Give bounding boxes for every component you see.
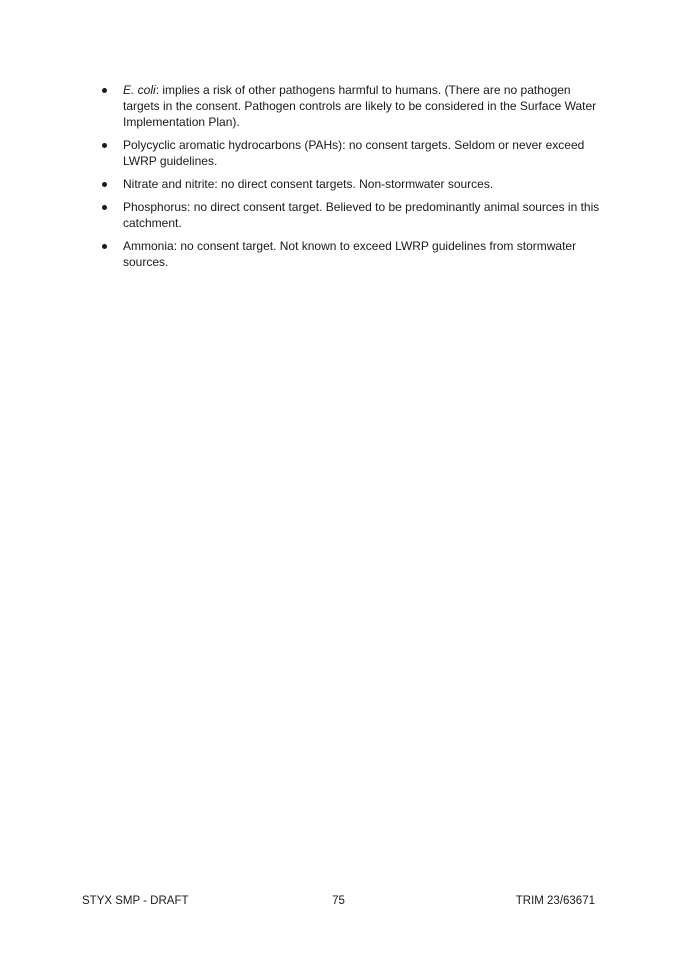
- bullet-term: Ammonia: [123, 239, 174, 253]
- bullet-text: : no consent target. Not known to exceed LWRP guidelines from stormwater sources.: [123, 239, 577, 269]
- bullet-text: : no direct consent target. Believed to be predominantly animal sources in this catchment.: [123, 200, 600, 230]
- list-item-e-coli: [100, 82, 600, 130]
- bullet-text: : no direct consent targets. Non-stormwater sources.: [214, 177, 494, 191]
- footer-page-number: 75: [332, 895, 345, 907]
- bullet-icon: [102, 88, 107, 93]
- bullet-text: : no consent targets. Seldom or never exceed LWRP guidelines.: [123, 138, 585, 168]
- bullet-icon: [102, 143, 107, 148]
- bullet-term: Polycyclic aromatic hydrocarbons (PAHs): [123, 138, 343, 152]
- bullet-term: E. coli: [123, 83, 156, 97]
- page-footer: [82, 893, 595, 909]
- bullet-list: [100, 82, 600, 277]
- bullet-icon: [102, 182, 107, 187]
- list-item-phosphorus: [100, 199, 600, 231]
- footer-trim-reference: TRIM 23/63671: [515, 895, 595, 907]
- list-item-ammonia: [100, 238, 600, 270]
- list-item-nitrate: [100, 176, 600, 192]
- footer-document-title: STYX SMP - DRAFT: [82, 895, 189, 907]
- bullet-text: : implies a risk of other pathogens harmful to humans. (There are no pathogen targets in the consent. Pathogen controls are likely to be considered in the Surface Water Implementation Plan).: [123, 83, 597, 129]
- bullet-icon: [102, 244, 107, 249]
- list-item-pahs: [100, 137, 600, 169]
- bullet-icon: [102, 205, 107, 210]
- bullet-term: Phosphorus: [123, 200, 188, 214]
- bullet-term: Nitrate and nitrite: [123, 177, 215, 191]
